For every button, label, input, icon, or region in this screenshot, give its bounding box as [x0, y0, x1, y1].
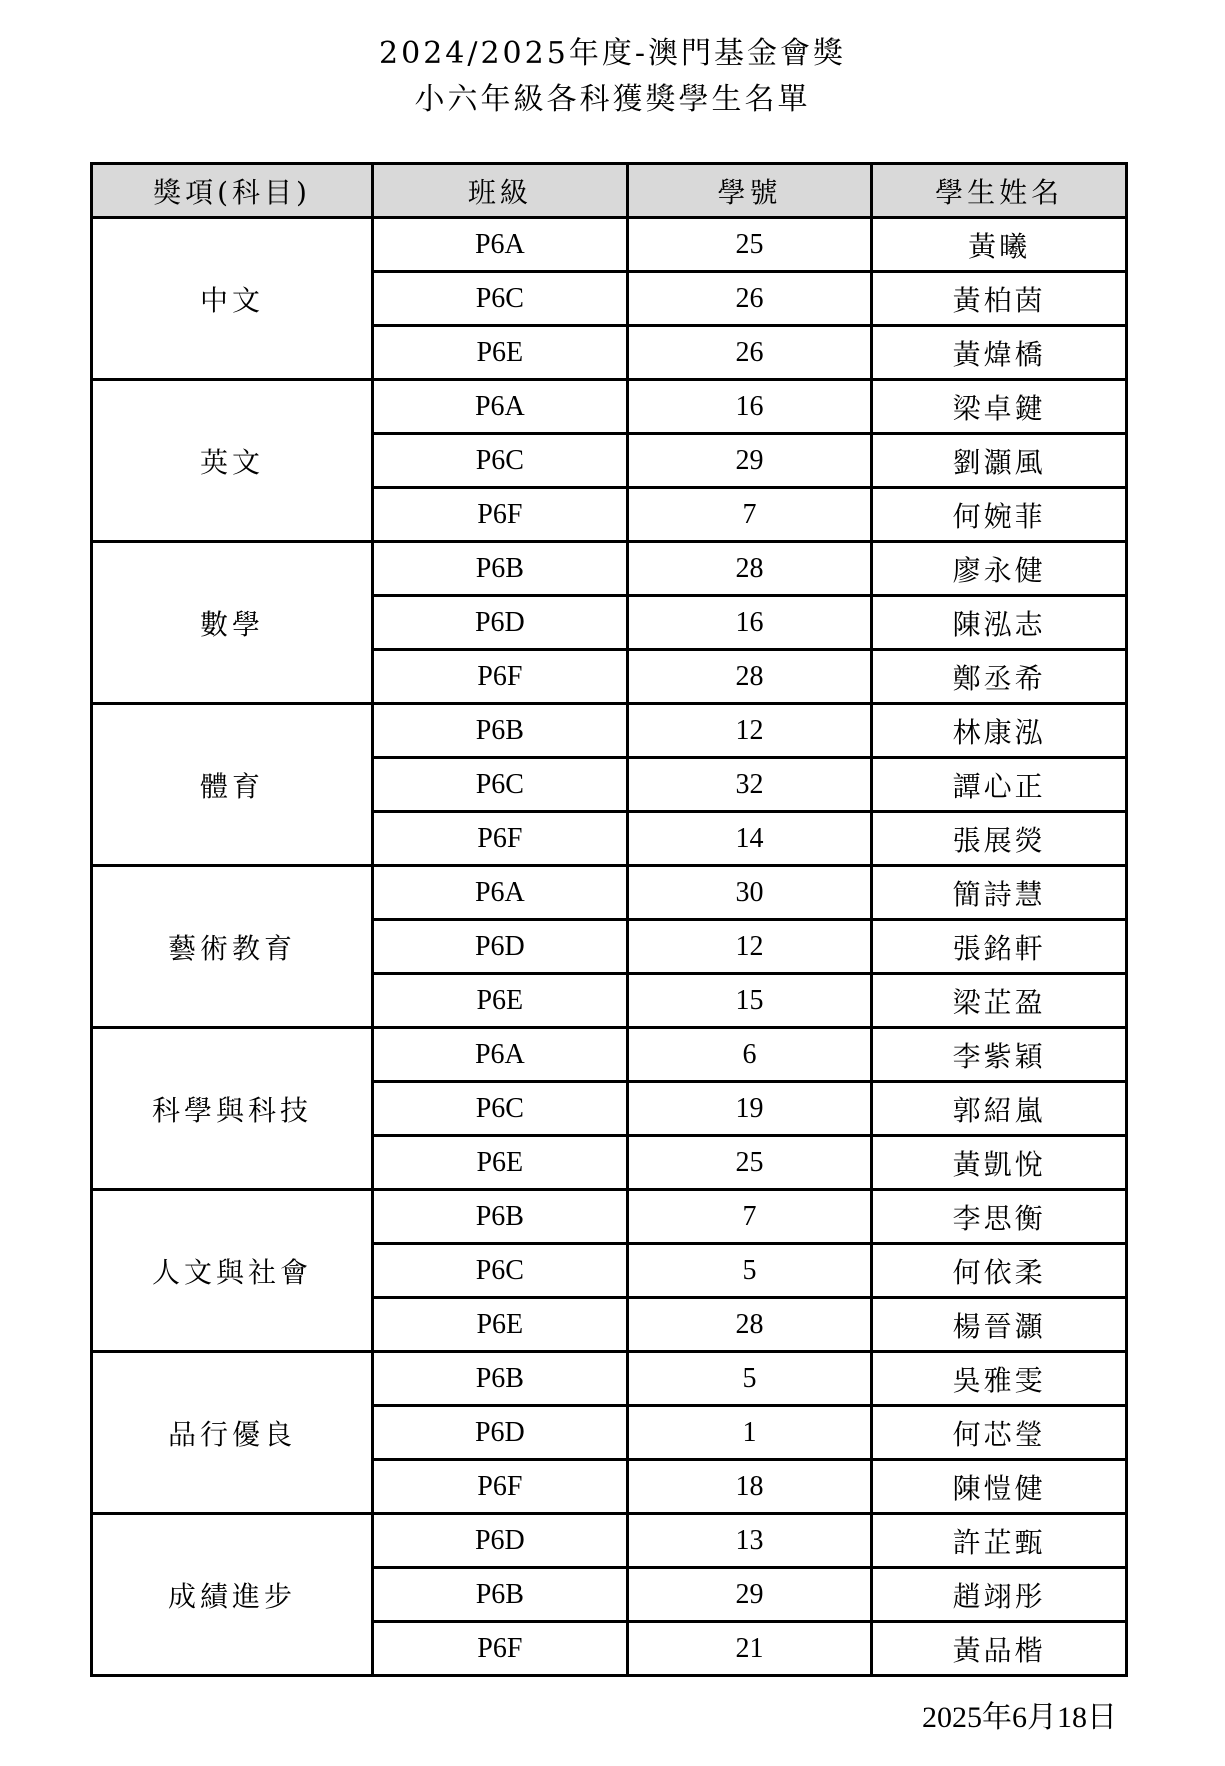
award-subject-cell: 藝術教育 [92, 866, 373, 1028]
student-name-cell: 梁芷盈 [872, 974, 1127, 1028]
student-name-cell: 鄭丞希 [872, 650, 1127, 704]
student-name-cell: 趙翊彤 [872, 1568, 1127, 1622]
student-number-cell: 12 [627, 920, 872, 974]
class-cell: P6B [372, 1352, 627, 1406]
award-subject-cell: 中文 [92, 218, 373, 380]
student-number-cell: 16 [627, 380, 872, 434]
student-number-cell: 21 [627, 1622, 872, 1676]
class-cell: P6C [372, 434, 627, 488]
student-name-cell: 李紫穎 [872, 1028, 1127, 1082]
student-number-cell: 14 [627, 812, 872, 866]
student-number-cell: 12 [627, 704, 872, 758]
award-subject-cell: 英文 [92, 380, 373, 542]
class-cell: P6F [372, 488, 627, 542]
class-cell: P6E [372, 974, 627, 1028]
table-header-row [92, 164, 1127, 218]
student-number-cell: 26 [627, 326, 872, 380]
student-name-cell: 譚心正 [872, 758, 1127, 812]
student-name-cell: 李思衡 [872, 1190, 1127, 1244]
student-number-cell: 28 [627, 650, 872, 704]
student-number-cell: 19 [627, 1082, 872, 1136]
class-cell: P6B [372, 1568, 627, 1622]
document-title: 2024/2025年度-澳門基金會獎 [379, 36, 846, 71]
student-name-cell: 許芷甄 [872, 1514, 1127, 1568]
student-number-cell: 6 [627, 1028, 872, 1082]
class-cell: P6E [372, 1136, 627, 1190]
class-cell: P6C [372, 1082, 627, 1136]
student-number-cell: 5 [627, 1352, 872, 1406]
award-subject-cell: 數學 [92, 542, 373, 704]
student-number-cell: 29 [627, 434, 872, 488]
award-table [90, 162, 1128, 1677]
table-row [92, 1352, 1127, 1406]
student-name-cell: 林康泓 [872, 704, 1127, 758]
student-name-cell: 何芯瑩 [872, 1406, 1127, 1460]
student-name-cell: 何依柔 [872, 1244, 1127, 1298]
student-name-cell: 陳愷健 [872, 1460, 1127, 1514]
table-row [92, 218, 1127, 272]
class-cell: P6D [372, 1406, 627, 1460]
table-row [92, 866, 1127, 920]
student-number-cell: 28 [627, 542, 872, 596]
class-cell: P6B [372, 704, 627, 758]
student-number-cell: 32 [627, 758, 872, 812]
student-number-cell: 26 [627, 272, 872, 326]
class-cell: P6F [372, 812, 627, 866]
class-cell: P6D [372, 596, 627, 650]
class-cell: P6C [372, 758, 627, 812]
document-subtitle: 小六年級各科獲獎學生名單 [414, 82, 811, 117]
award-table-body [92, 218, 1127, 1676]
document-date: 2025年6月18日 [922, 1701, 1117, 1734]
student-number-cell: 18 [627, 1460, 872, 1514]
student-name-cell: 黃凱悅 [872, 1136, 1127, 1190]
student-name-cell: 黃曦 [872, 218, 1127, 272]
student-name-cell: 劉灝風 [872, 434, 1127, 488]
student-number-cell: 1 [627, 1406, 872, 1460]
student-number-cell: 25 [627, 218, 872, 272]
student-name-cell: 張銘軒 [872, 920, 1127, 974]
header-student-number: 學號 [627, 164, 872, 218]
class-cell: P6A [372, 1028, 627, 1082]
header-student-name: 學生姓名 [872, 164, 1127, 218]
award-subject-cell: 科學與科技 [92, 1028, 373, 1190]
award-subject-cell: 人文與社會 [92, 1190, 373, 1352]
class-cell: P6D [372, 1514, 627, 1568]
student-name-cell: 黃煒橋 [872, 326, 1127, 380]
class-cell: P6A [372, 218, 627, 272]
student-name-cell: 楊晉灝 [872, 1298, 1127, 1352]
student-number-cell: 7 [627, 1190, 872, 1244]
class-cell: P6C [372, 272, 627, 326]
student-number-cell: 29 [627, 1568, 872, 1622]
student-name-cell: 吳雅雯 [872, 1352, 1127, 1406]
student-number-cell: 7 [627, 488, 872, 542]
class-cell: P6B [372, 542, 627, 596]
student-name-cell: 黃品楷 [872, 1622, 1127, 1676]
student-number-cell: 13 [627, 1514, 872, 1568]
award-subject-cell: 成績進步 [92, 1514, 373, 1676]
student-number-cell: 28 [627, 1298, 872, 1352]
table-row [92, 704, 1127, 758]
class-cell: P6C [372, 1244, 627, 1298]
class-cell: P6F [372, 1460, 627, 1514]
class-cell: P6E [372, 326, 627, 380]
student-number-cell: 16 [627, 596, 872, 650]
student-number-cell: 5 [627, 1244, 872, 1298]
header-class: 班級 [372, 164, 627, 218]
class-cell: P6E [372, 1298, 627, 1352]
table-row [92, 1028, 1127, 1082]
student-name-cell: 黃柏茵 [872, 272, 1127, 326]
student-number-cell: 30 [627, 866, 872, 920]
student-number-cell: 15 [627, 974, 872, 1028]
student-number-cell: 25 [627, 1136, 872, 1190]
class-cell: P6D [372, 920, 627, 974]
table-row [92, 1190, 1127, 1244]
student-name-cell: 張展熒 [872, 812, 1127, 866]
table-row [92, 542, 1127, 596]
header-award-subject: 獎項(科目) [92, 164, 373, 218]
student-name-cell: 簡詩慧 [872, 866, 1127, 920]
award-subject-cell: 品行優良 [92, 1352, 373, 1514]
award-subject-cell: 體育 [92, 704, 373, 866]
class-cell: P6A [372, 380, 627, 434]
class-cell: P6F [372, 1622, 627, 1676]
student-name-cell: 陳泓志 [872, 596, 1127, 650]
student-name-cell: 何婉菲 [872, 488, 1127, 542]
student-name-cell: 梁卓鍵 [872, 380, 1127, 434]
class-cell: P6A [372, 866, 627, 920]
class-cell: P6F [372, 650, 627, 704]
table-row [92, 1514, 1127, 1568]
table-row [92, 380, 1127, 434]
student-name-cell: 郭紹嵐 [872, 1082, 1127, 1136]
student-name-cell: 廖永健 [872, 542, 1127, 596]
class-cell: P6B [372, 1190, 627, 1244]
